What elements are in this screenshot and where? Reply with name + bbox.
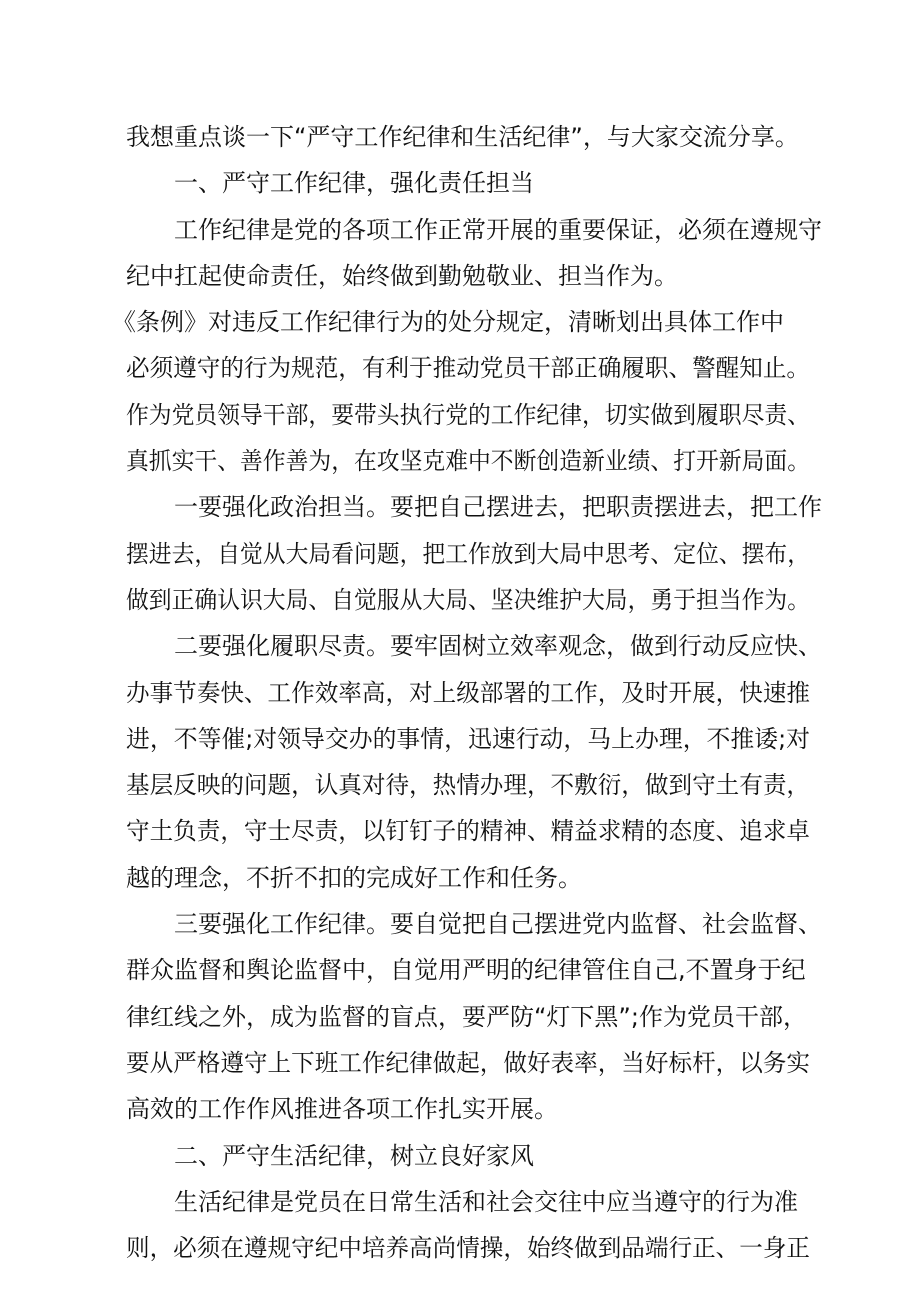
text-line-24: 生活纪律是党员在日常生活和社会交往中应当遵守的行为准: [174, 1187, 798, 1216]
text-line-6: 必须遵守的行为规范，有利于推动党员干部正确履职、警醒知止。: [126, 354, 810, 383]
text-line-10: 摆进去，自觉从大局看问题，把工作放到大局中思考、定位、摆布，: [126, 539, 810, 568]
text-line-17: 越的理念，不折不扣的完成好工作和任务。: [126, 863, 582, 892]
text-line-16: 守土负责，守士尽责，以钉钉子的精神、精益求精的态度、追求卓: [126, 817, 810, 846]
section-heading-2: 二、严守生活纪律，树立良好家风: [174, 1141, 534, 1170]
text-line-4: 纪中扛起使命责任，始终做到勤勉敬业、担当作为。: [126, 261, 678, 290]
text-line-18: 三要强化工作纪律。要自觉把自己摆进党内监督、社会监督、: [174, 910, 822, 939]
text-line-14: 进，不等催;对领导交办的事情，迅速行动，马上办理，不推诿;对: [126, 724, 810, 753]
text-line-5: 《条例》对违反工作纪律行为的处分规定，清晰划出具体工作中: [112, 308, 784, 337]
text-line-15: 基层反映的问题，认真对待，热情办理，不敷衍，做到守土有责，: [126, 771, 810, 800]
text-line-8: 真抓实干、善作善为，在攻坚克难中不断创造新业绩、打开新局面。: [126, 447, 810, 476]
text-line-11: 做到正确认识大局、自觉服从大局、坚决维护大局，勇于担当作为。: [126, 585, 810, 614]
section-heading-1: 一、严守工作纪律，强化责任担当: [174, 169, 534, 198]
text-line-13: 办事节奏快、工作效率高，对上级部署的工作，及时开展，快速推: [126, 678, 810, 707]
text-line-22: 高效的工作作风推进各项工作扎实开展。: [126, 1095, 558, 1124]
text-line-9: 一要强化政治担当。要把自己摆进去，把职责摆进去，把工作: [174, 493, 822, 522]
text-line-25: 则，必须在遵规守纪中培养高尚情操，始终做到品端行正、一身正: [126, 1234, 810, 1263]
text-line-12: 二要强化履职尽责。要牢固树立效率观念，做到行动反应快、: [174, 632, 822, 661]
text-line-3: 工作纪律是党的各项工作正常开展的重要保证，必须在遵规守: [174, 215, 822, 244]
text-line-19: 群众监督和舆论监督中，自觉用严明的纪律管住自己,不置身于纪: [126, 956, 806, 985]
text-line-1: 我想重点谈一下“严守工作纪律和生活纪律”，与大家交流分享。: [126, 123, 799, 151]
text-line-7: 作为党员领导干部，要带头执行党的工作纪律，切实做到履职尽责、: [126, 400, 810, 429]
document-body: [112, 114, 822, 1271]
text-line-21: 要从严格遵守上下班工作纪律做起，做好表率，当好标杆，以务实: [126, 1048, 810, 1077]
text-line-20: 律红线之外，成为监督的盲点，要严防“灯下黑”;作为党员干部，: [126, 1002, 807, 1031]
